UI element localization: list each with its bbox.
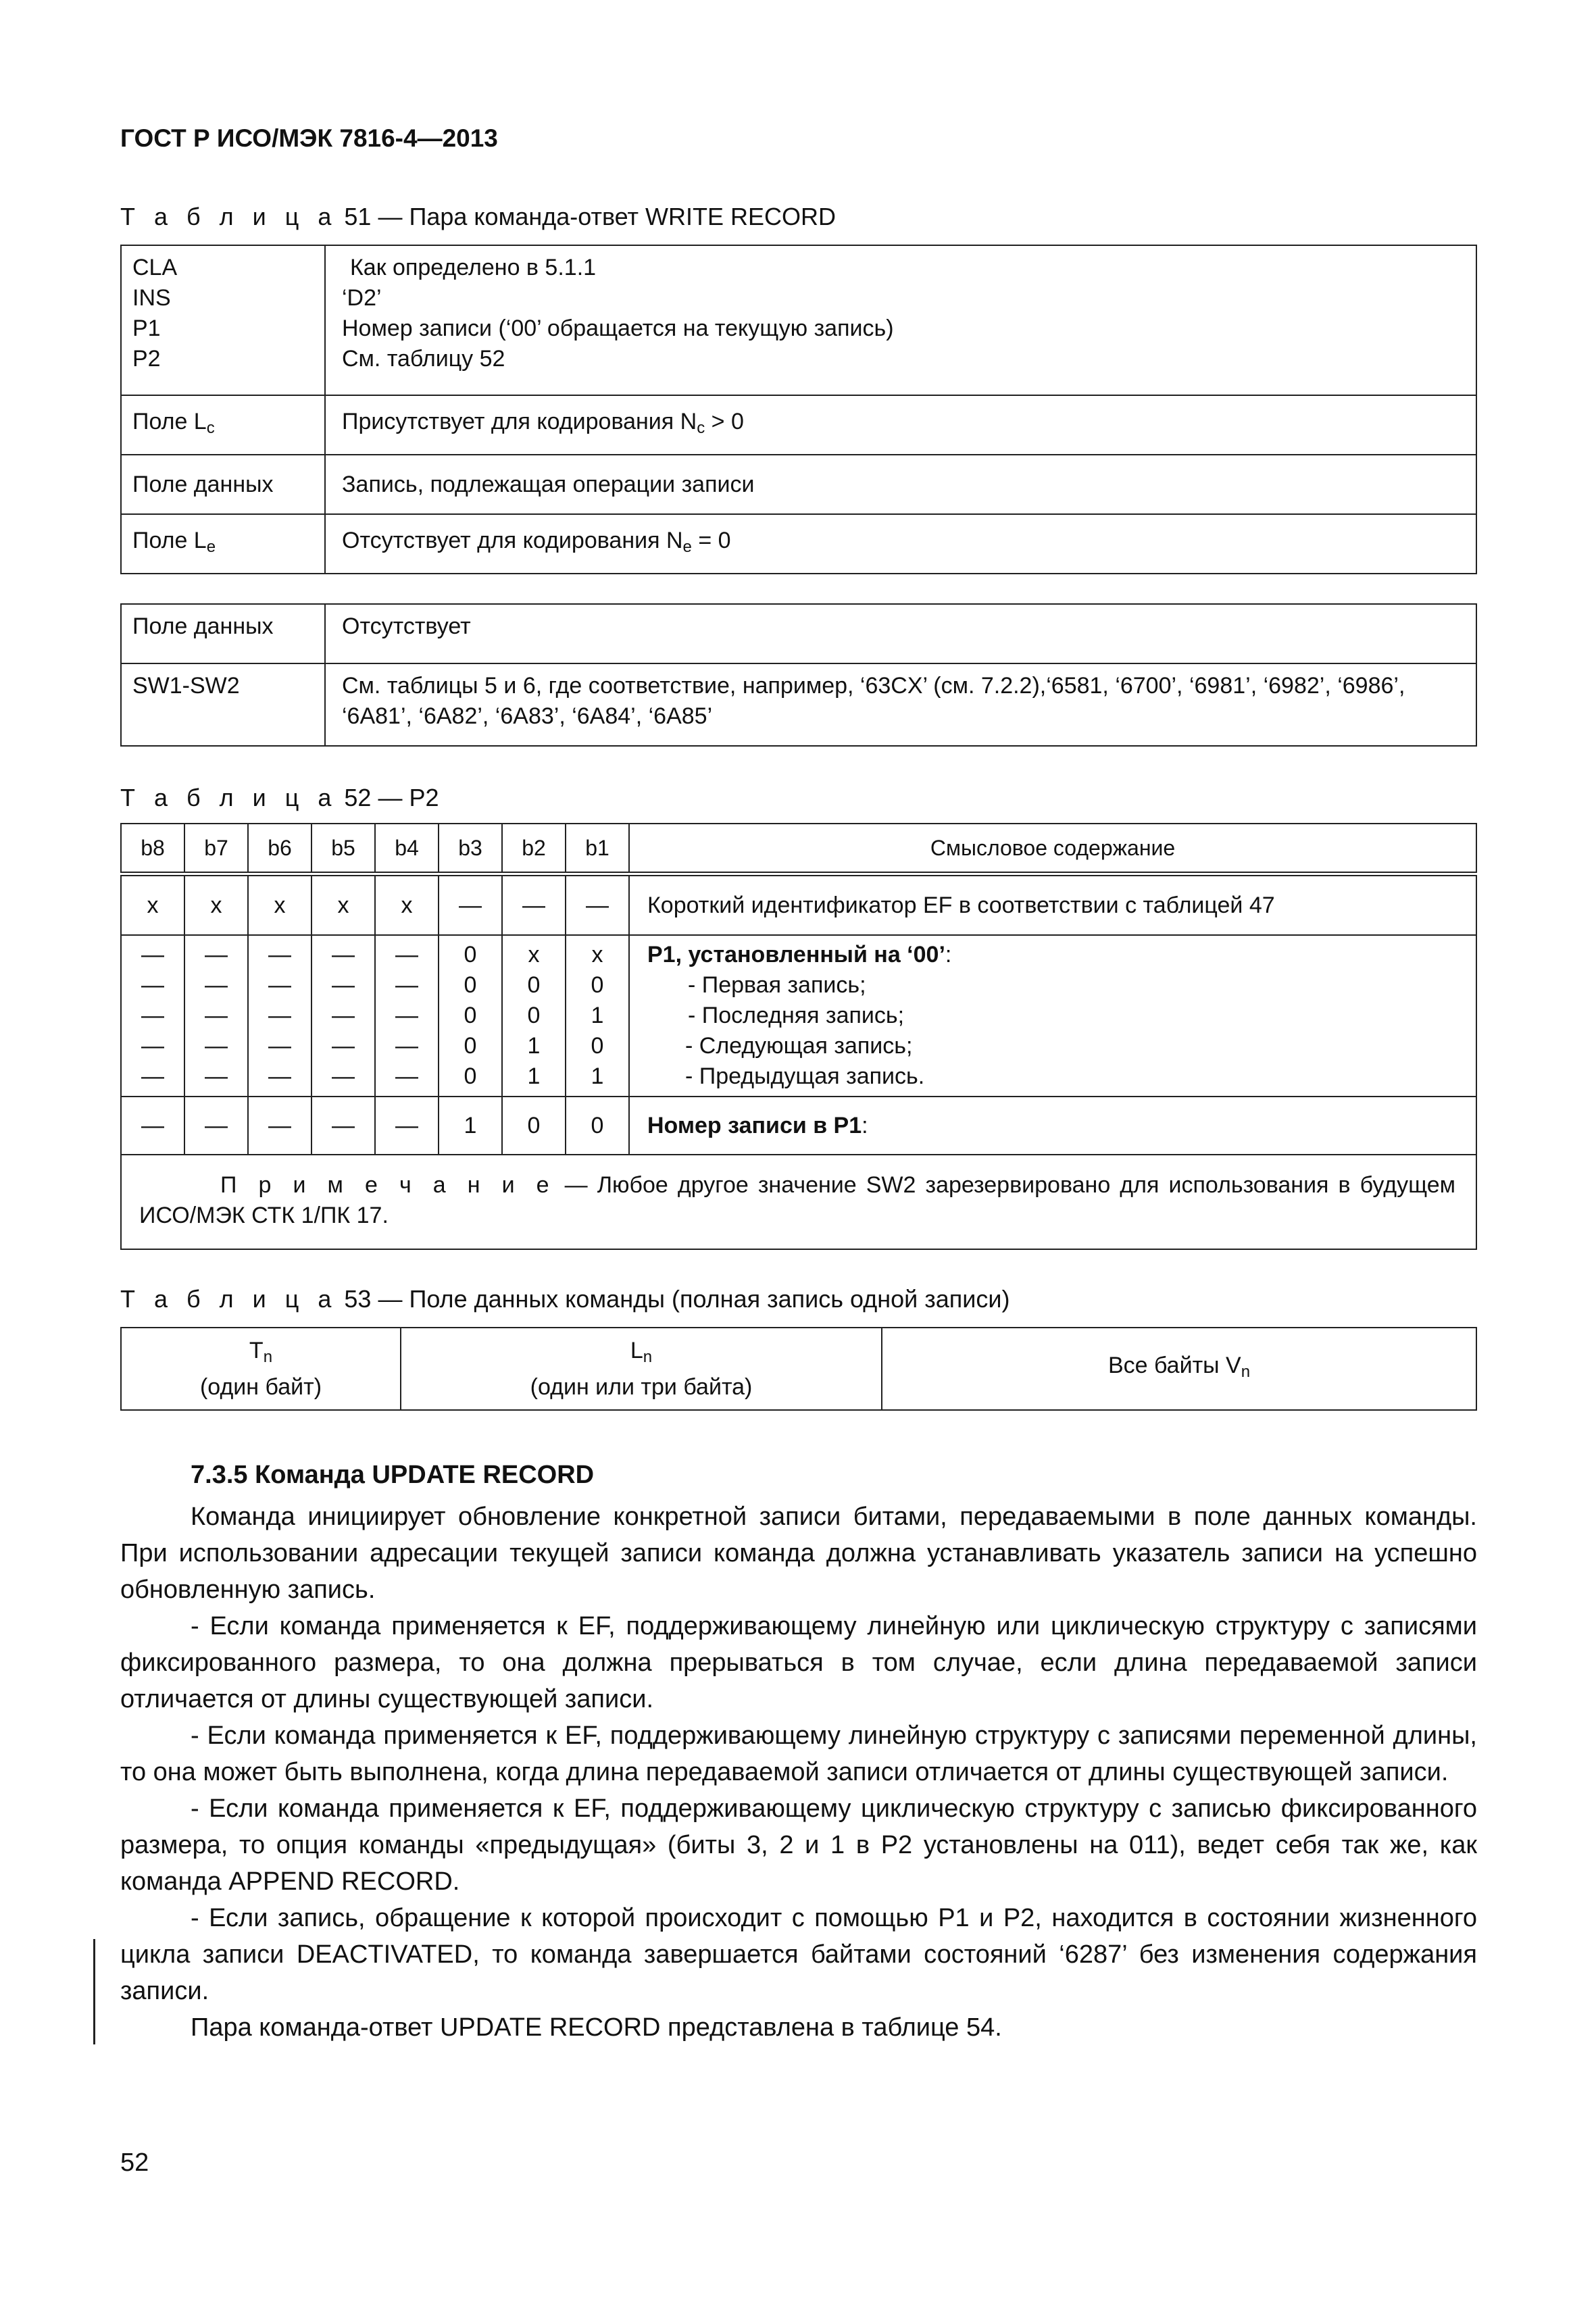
table53-caption-label: Т а б л и ц а	[120, 1285, 338, 1313]
table51-caption	[120, 203, 836, 231]
row2-b7	[184, 935, 248, 1097]
table52-caption-label: Т а б л и ц а	[120, 784, 338, 811]
bit-value: x	[528, 942, 540, 967]
row1-b2: —	[502, 874, 566, 936]
row3-b8: —	[121, 1097, 184, 1155]
dash: —	[268, 1063, 291, 1089]
dash: —	[141, 1003, 164, 1028]
dash: —	[395, 972, 418, 998]
dash: —	[332, 1063, 355, 1089]
row2-b4	[375, 935, 439, 1097]
lc-key	[121, 395, 325, 455]
hdr-b2: b2	[502, 824, 566, 874]
key-ins: INS	[132, 285, 171, 311]
sw-value: См. таблицы 5 и 6, где соответствие, например, ‘63CX’ (см. 7.2.2),‘6581, ‘6700’, ‘6981’, ‘6982’, ‘6986’, ‘6A81’, ‘6A82’, ‘6A83’, ‘6A84’, ‘6A85’	[325, 663, 1476, 746]
lc-key-sub: c	[206, 419, 215, 437]
t53-value-main: Все байты V	[1107, 1353, 1241, 1378]
row3-b5: —	[311, 1097, 375, 1155]
row2-b6	[248, 935, 311, 1097]
key-p2: P2	[132, 346, 161, 372]
dash: —	[395, 1003, 418, 1028]
t53-col-value	[882, 1328, 1476, 1410]
bit-value: 0	[464, 972, 477, 998]
table52-caption	[120, 784, 439, 812]
data-field-value: Запись, подлежащая операции записи	[325, 455, 1476, 514]
row3-b1: 0	[566, 1097, 629, 1155]
bit-value: 1	[527, 1033, 541, 1059]
bit-value: 0	[527, 1003, 541, 1028]
dash: —	[332, 1003, 355, 1028]
t53-tag-main: T	[249, 1337, 264, 1363]
dash: —	[395, 942, 418, 967]
table51-command	[120, 245, 1477, 574]
row2-title	[647, 940, 1476, 970]
row3-meaning	[629, 1097, 1476, 1155]
row2-item: - Последняя запись;	[688, 1003, 905, 1028]
row1-b5: x	[311, 874, 375, 936]
row2-meaning	[629, 935, 1476, 1097]
row1-meaning: Короткий идентификатор EF в соответствии с таблицей 47	[629, 874, 1476, 936]
bit-value: 1	[527, 1063, 541, 1089]
value-ins: ‘D2’	[342, 285, 382, 311]
lc-value	[325, 395, 1476, 455]
t53-tag-label	[122, 1336, 400, 1372]
row2-item: - Первая запись;	[688, 972, 866, 998]
document-header: ГОСТ Р ИСО/МЭК 7816-4—2013	[120, 124, 498, 152]
row2-b2	[502, 935, 566, 1097]
row3-b6: —	[248, 1097, 311, 1155]
dash: —	[141, 1063, 164, 1089]
row2-title-colon: :	[945, 942, 952, 967]
hdr-b8: b8	[121, 824, 184, 874]
resp-data-value: Отсутствует	[325, 604, 1476, 663]
table53-data-field	[120, 1327, 1477, 1411]
le-key-sub: e	[206, 538, 216, 556]
bit-value: 1	[591, 1003, 604, 1028]
dash: —	[205, 942, 228, 967]
dash: —	[268, 1033, 291, 1059]
le-key-text: Поле L	[132, 528, 207, 553]
note-text-block	[139, 1170, 1455, 1231]
paragraph: - Если команда применяется к EF, поддерживающему линейную структуру с записями переменной длины, то она может быть выполнена, когда длина передаваемой записи отличается от длины существующей записи.	[120, 1721, 1477, 1786]
lc-value-pre: Присутствует для кодирования N	[342, 409, 697, 434]
data-field-key: Поле данных	[121, 455, 325, 514]
section-title: 7.3.5 Команда UPDATE RECORD	[191, 1461, 595, 1489]
paragraph: Команда инициирует обновление конкретной записи битами, передаваемыми в поле данных команды. При использовании адресации текущей записи команда должна устанавливать указатель записи на успешно обновленную запись.	[120, 1503, 1477, 1604]
lc-value-sub: c	[697, 419, 705, 437]
dash: —	[268, 972, 291, 998]
dash: —	[332, 972, 355, 998]
t53-col-tag	[121, 1328, 401, 1410]
paragraph: - Если команда применяется к EF, поддерживающему линейную или циклическую структуру с записями фиксированного размера, то она должна прерываться в том случае, если длина передаваемой записи отличается от длины существующей записи.	[120, 1612, 1477, 1713]
t53-value-sub: n	[1241, 1363, 1251, 1381]
row1-b4: x	[375, 874, 439, 936]
bit-value: 0	[591, 1033, 604, 1059]
t53-length-label	[401, 1336, 881, 1372]
bit-value: 1	[591, 1063, 604, 1089]
dash: —	[141, 972, 164, 998]
dash: —	[205, 972, 228, 998]
lc-key-text: Поле L	[132, 409, 207, 434]
note-label: П р и м е ч а н и е	[220, 1172, 555, 1198]
dash: —	[141, 1033, 164, 1059]
table51-response	[120, 603, 1477, 747]
bit-value: 0	[464, 1033, 477, 1059]
t53-tag-sub: n	[263, 1347, 273, 1366]
dash: —	[205, 1003, 228, 1028]
bit-value: x	[591, 942, 603, 967]
value-p2: См. таблицу 52	[342, 346, 505, 372]
bit-value: 0	[464, 1003, 477, 1028]
dash: —	[141, 942, 164, 967]
table52-p2	[120, 823, 1477, 1250]
dash: —	[332, 942, 355, 967]
le-value-sub: e	[682, 538, 692, 556]
row1-b3: —	[439, 874, 502, 936]
row3-b4: —	[375, 1097, 439, 1155]
key-cla: CLA	[132, 255, 178, 280]
row2-title-bold: P1, установленный на ‘00’	[647, 942, 945, 967]
resp-data-key: Поле данных	[121, 604, 325, 663]
table51-cmd-keys	[121, 245, 325, 395]
lc-value-post: > 0	[705, 409, 744, 434]
dash: —	[395, 1033, 418, 1059]
le-value-post: = 0	[691, 528, 731, 553]
dash: —	[205, 1033, 228, 1059]
bit-value: 0	[591, 972, 604, 998]
paragraph: Пара команда-ответ UPDATE RECORD представлена в таблице 54.	[191, 2013, 1002, 2042]
table51-cmd-values	[325, 245, 1476, 395]
le-value	[325, 514, 1476, 574]
hdr-b3: b3	[439, 824, 502, 874]
row1-b7: x	[184, 874, 248, 936]
value-p1: Номер записи (‘00’ обращается на текущую запись)	[342, 316, 894, 341]
hdr-b6: b6	[248, 824, 311, 874]
change-bar	[93, 1939, 95, 2044]
t53-col-length	[401, 1328, 882, 1410]
t53-length-main: L	[630, 1337, 643, 1363]
bit-value: 0	[464, 942, 477, 967]
row3-title-colon: :	[862, 1112, 868, 1138]
row3-b3: 1	[439, 1097, 502, 1155]
row3-b7: —	[184, 1097, 248, 1155]
bit-value: 0	[527, 972, 541, 998]
row2-b5	[311, 935, 375, 1097]
dash: —	[395, 1063, 418, 1089]
hdr-b5: b5	[311, 824, 375, 874]
key-p1: P1	[132, 316, 161, 341]
table51-caption-text: 51 — Пара команда-ответ WRITE RECORD	[337, 203, 836, 230]
le-value-pre: Отсутствует для кодирования N	[342, 528, 683, 553]
table52-caption-text: 52 — P2	[337, 784, 439, 811]
table51-caption-label: Т а б л и ц а	[120, 203, 338, 230]
row3-b2: 0	[502, 1097, 566, 1155]
bit-value: 0	[464, 1063, 477, 1089]
body-text	[120, 1499, 1477, 2046]
paragraph: - Если запись, обращение к которой происходит с помощью P1 и P2, находится в состоянии жизненного цикла записи DEACTIVATED, то команда завершается байтами состояний ‘6287’ без изменения содержания записи.	[120, 1904, 1477, 2005]
dash: —	[332, 1033, 355, 1059]
table53-caption-text: 53 — Поле данных команды (полная запись одной записи)	[337, 1285, 1010, 1313]
hdr-b1: b1	[566, 824, 629, 874]
row1-b8: x	[121, 874, 184, 936]
table53-caption	[120, 1285, 1009, 1313]
t53-tag-desc: (один байт)	[199, 1374, 322, 1400]
note-body: — Любое другое значение SW2 зарезервировано для использования в будущем ИСО/МЭК СТК 1/ПК 17.	[139, 1172, 1455, 1228]
row2-b8	[121, 935, 184, 1097]
row2-item: - Следующая запись;	[685, 1033, 913, 1059]
table52-note	[121, 1155, 1476, 1249]
dash: —	[268, 1003, 291, 1028]
row3-title-bold: Номер записи в P1	[647, 1112, 862, 1138]
page-number: 52	[120, 2148, 149, 2177]
row2-item: - Предыдущая запись.	[685, 1063, 925, 1089]
value-cla: Как определено в 5.1.1	[350, 255, 597, 280]
row2-b1	[566, 935, 629, 1097]
t53-length-desc: (один или три байта)	[530, 1374, 753, 1400]
dash: —	[268, 942, 291, 967]
row2-b3	[439, 935, 502, 1097]
hdr-b4: b4	[375, 824, 439, 874]
paragraph: - Если команда применяется к EF, поддерживающему циклическую структуру с записью фиксированного размера, то опция команды «предыдущая» (биты 3, 2 и 1 в P2 установлены на 011), ведет себя так же, как команда APPEND RECORD.	[120, 1794, 1477, 1896]
row1-b1: —	[566, 874, 629, 936]
row1-b6: x	[248, 874, 311, 936]
le-key	[121, 514, 325, 574]
hdr-meaning: Смысловое содержание	[629, 824, 1476, 874]
hdr-b7: b7	[184, 824, 248, 874]
dash: —	[205, 1063, 228, 1089]
sw-key: SW1-SW2	[121, 663, 325, 746]
t53-length-sub: n	[643, 1347, 653, 1366]
